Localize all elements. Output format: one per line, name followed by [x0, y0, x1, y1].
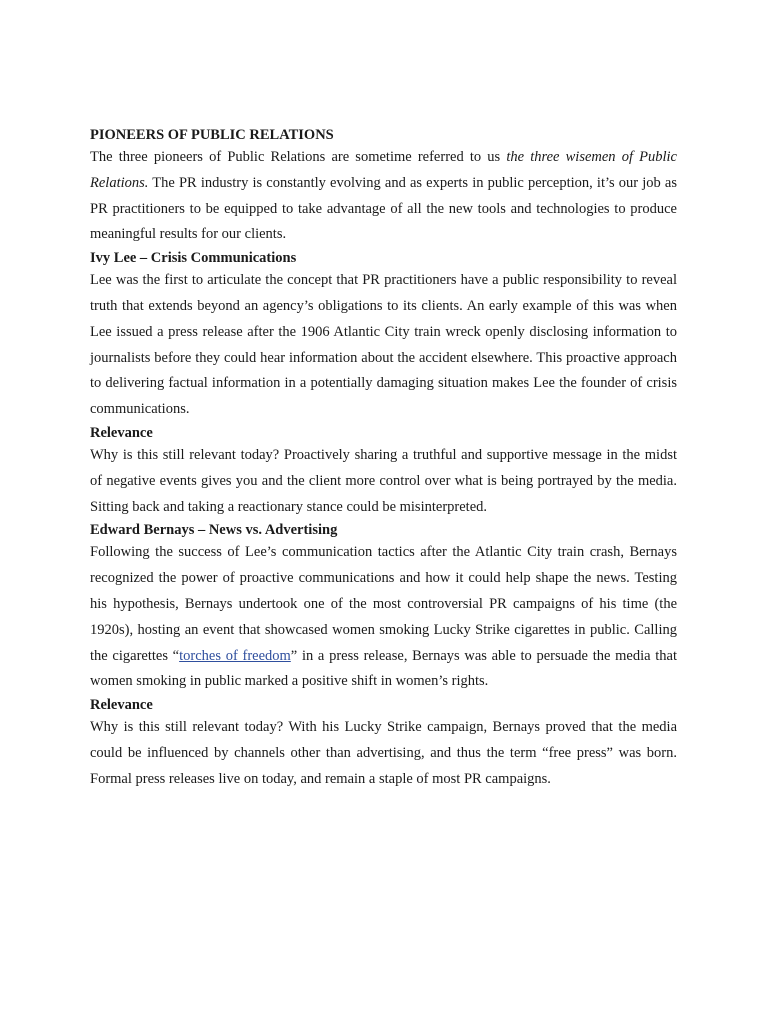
torches-of-freedom-link[interactable]: torches of freedom	[179, 647, 291, 664]
relevance-heading-ivy-lee: Relevance	[90, 424, 153, 441]
section-paragraph-ivy-lee: Lee was the first to articulate the concept that PR practitioners have a public responsibility to reveal truth that extends beyond an agency’s obligations to its clients. An early example of this was when Lee issued a press release after the 1906 Atlantic City train wreck openly disclosing information to journalists before they could hear information about the accident elsewhere. This proactive approach to delivering factual information in a potentially damaging situation makes Lee the founder of crisis communications.	[90, 272, 677, 418]
intro-text-end: The PR industry is constantly evolving and as experts in public perception, it’s our job as PR practitioners to be equipped to take advantage of all the new tools and technologies to produce meaningful results for our clients.	[90, 174, 677, 243]
relevance-heading-edward-bernays: Relevance	[90, 697, 153, 714]
section-paragraph-edward-bernays	[90, 540, 677, 695]
bernays-text-start: Following the success of Lee’s communication tactics after the Atlantic City train crash, Bernays recognized the power of proactive communications and how it could help shape the news. Testing his hypothesis, Bernays undertook one of the most controversial PR campaigns of his time (the 1920s), hosting an event that showcased women smoking Lucky Strike cigarettes in public. Calling the cigarettes “	[90, 544, 677, 664]
section-heading-ivy-lee: Ivy Lee – Crisis Communications	[90, 250, 297, 267]
relevance-paragraph-edward-bernays: Why is this still relevant today? With his Lucky Strike campaign, Bernays proved that the media could be influenced by channels other than advertising, and thus the term “free press” was born. Formal press releases live on today, and remain a staple of most PR campaigns.	[90, 719, 677, 787]
section-heading-edward-bernays: Edward Bernays – News vs. Advertising	[90, 522, 338, 539]
bernays-text-end: ” in a press release, Bernays was able to persuade the media that women smoking in public marked a positive shift in women’s rights.	[90, 647, 677, 690]
document-title: PIONEERS OF PUBLIC RELATIONS	[90, 127, 334, 143]
relevance-paragraph-ivy-lee: Why is this still relevant today? Proactively sharing a truthful and supportive message in the midst of negative events gives you and the client more control over what is being portrayed by the media. Sitting back and taking a reactionary stance could be misinterpreted.	[90, 446, 677, 515]
intro-paragraph	[90, 145, 677, 248]
intro-emphasis: the three wisemen of Public Relations.	[90, 149, 677, 191]
intro-text-start: The three pioneers of Public Relations are sometime referred to us	[90, 149, 507, 165]
